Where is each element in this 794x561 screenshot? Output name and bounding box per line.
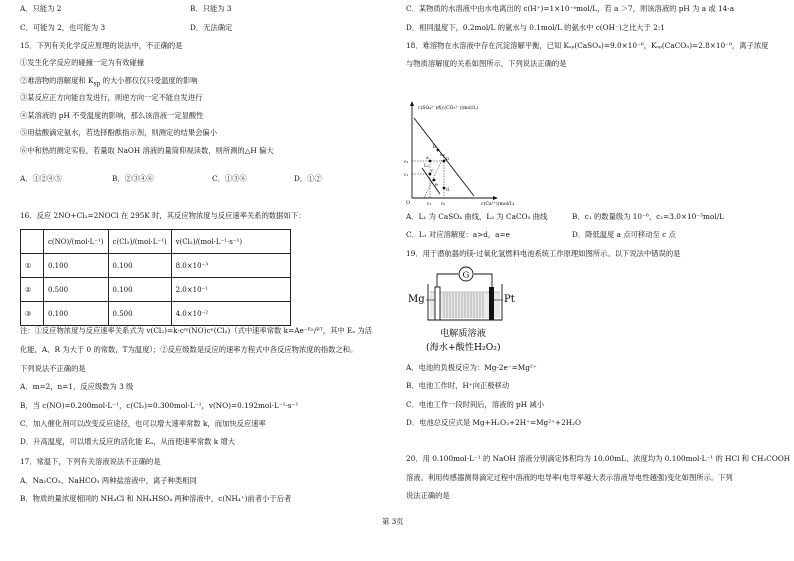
q15-option-d: D．①②: [294, 174, 322, 183]
table-cell: ③: [21, 302, 44, 326]
table-header-row: [21, 230, 291, 254]
q16-option-b: B．当 c(NO)=0.200mol·L⁻¹，c(Cl₂)=0.300mol·L⁻¹，v(NO)=0.192mol·L⁻¹·s⁻¹: [20, 401, 299, 410]
table-cell: 0.500: [108, 302, 171, 326]
y-tick-c2: c₂: [404, 160, 409, 165]
x-tick-c2: c₂: [441, 202, 446, 207]
rate-data-table: [20, 229, 291, 326]
q18-option-c: C．L₁ 对应溶解度：a>d，a=e: [406, 230, 510, 239]
mg-electrode-label: Mg: [408, 294, 425, 305]
mg-electrode: [435, 287, 440, 320]
q17-option-b: B．物质的量浓度相同的 NH₄Cl 和 NH₄HSO₄ 两种溶液中，c(NH₄⁺)前者小于后者: [20, 494, 292, 503]
q16-option-a: A．m=2，n=1，反应级数为 3 级: [20, 382, 134, 391]
table-cell: 0.500: [44, 278, 109, 302]
table-header-cell: c(NO)/(mol·L⁻¹): [44, 230, 109, 254]
q20-line1: 20．用 0.100mol·L⁻¹ 的 NaOH 溶液分别滴定体积均为 10.00mL、浓度均为 0.100mol·L⁻¹ 的 HCl 和 CH₃COOH: [406, 454, 791, 463]
page-number: 第 3页: [382, 517, 404, 526]
solubility-graph: [400, 98, 530, 210]
q18-stem-line1: 18．难溶物在水溶液中存在沉淀溶解平衡，已知 Kₛₚ(CaSO₄)=9.0×10⁻⁶，Kₛₚ(CaCO₃)=2.8×10⁻⁹，离子浓度: [406, 41, 769, 50]
q15-item-6: ⑥中和热的测定实验，若量取 NaOH 溶液的量筒仰视读数，则所测的△H 偏大: [20, 146, 274, 155]
table-cell: 4.0×10⁻²: [171, 302, 290, 326]
q19-option-c: C．电池工作一段时间后，溶液的 pH 减小: [406, 400, 545, 409]
q19-option-d: D．电池总反应式是 Mg+H₂O₂+2H⁺=Mg²⁺+2H₂O: [406, 418, 582, 427]
q20-line3: 说法正确的是: [406, 491, 450, 500]
wire-right: [474, 274, 492, 287]
table-row: [21, 302, 291, 326]
q17-option-c: C．某物质的水溶液中由水电离出的 c(H⁺)=1×10⁻ᵃmol/L，若 a ＞7，则该溶液的 pH 为 a 或 14-a: [406, 4, 735, 13]
point-label-c: c: [431, 169, 434, 174]
table-cell: 0.100: [44, 254, 109, 278]
table-cell: 2.0×10⁻¹: [171, 278, 290, 302]
point-label-p: p: [446, 157, 449, 162]
q16-ask: 下列说法不正确的是: [20, 364, 86, 373]
table-cell: 0.100: [44, 302, 109, 326]
q15-option-b: B．②③④⑥: [112, 174, 154, 183]
point-d-marker: [443, 187, 446, 190]
q15-item-4: ④某溶液的 pH 不受温度的影响，那么该溶液一定显酸性: [20, 111, 204, 120]
q15-option-a: A．①②④⑤: [20, 174, 62, 183]
point-e-marker: [433, 179, 436, 182]
q17-stem: 17．常温下，下列有关溶液说法不正确的是: [20, 457, 161, 466]
point-label-e: e: [435, 183, 438, 188]
point-label-d: d: [446, 188, 449, 193]
q19-stem: 19．用于潜航器的镁-过氧化氢燃料电池系统工作原理如图所示。以下说法中错误的是: [406, 249, 681, 258]
point-b-marker: [437, 149, 440, 152]
battery-diagram: [404, 262, 540, 354]
electrolyte-composition: (海水+酸性H₂O₂): [426, 342, 501, 353]
q18-option-b: B．c₁ 的数量级为 10⁻⁶，c₂=3.0×10⁻³mol/L: [572, 212, 725, 221]
pt-electrode: [489, 287, 494, 320]
point-p-marker: [443, 160, 446, 163]
point-label-b: b: [433, 145, 436, 150]
q14-option-c: C．可能为 2，也可能为 3: [20, 23, 106, 32]
q15-item-3: ③某反应正方向能自发进行，则逆方向一定不能自发进行: [20, 93, 203, 102]
table-row: [21, 254, 291, 278]
q18-option-d: D．降低温度 a 点可移动至 c 点: [572, 230, 676, 239]
q14-option-d: D．无法确定: [190, 23, 233, 32]
table-header-cell: v(Cl₂)/(mol·L⁻¹·s⁻¹): [171, 230, 290, 254]
q15-item-1: ①发生化学反应的碰撞一定为有效碰撞: [20, 58, 145, 67]
q20-line2: 溶液。利用传感器测得滴定过程中溶液的电导率(电导率越大表示溶液导电性越强)变化如图所示。下列: [406, 473, 733, 482]
table-cell: 8.0×10⁻³: [171, 254, 290, 278]
x-axis-label: c(Ca²⁺)(mol/L): [481, 202, 515, 207]
q16-note-line2: 化能，A、R 为大于 0 的常数，T为温度）；②反应级数是反应的速率方程式中各反应物浓度的指数之和。: [20, 345, 358, 354]
x-tick-c1: c₁: [427, 202, 432, 207]
y-axis-label: c(SO₄²⁻)或c(CO₃²⁻)(mol/L): [418, 106, 479, 111]
q15-item-5: ⑤用盐酸滴定氨水，若选择酚酞指示剂，则测定的结果会偏小: [20, 128, 218, 137]
table-row: [21, 278, 291, 302]
q17-option-d: D．相同温度下，0.2mol/L 的氨水与 0.1mol/L 的氨水中 c(OH⁻)之比大于 2:1: [406, 23, 665, 32]
q17-option-a: A．Na₂CO₃、NaHCO₃ 两种盐溶液中，离子种类相同: [20, 476, 197, 485]
curve-label-l2: L₂: [424, 164, 429, 169]
curve-label-l1: L₁: [440, 153, 445, 158]
q14-option-a: A．只能为 2: [20, 4, 62, 13]
table-cell: 0.100: [108, 278, 171, 302]
pt-electrode-label: Pt: [504, 294, 515, 305]
q19-option-a: A．电池的负极反应为：Mg-2e⁻=Mg²⁺: [406, 363, 537, 372]
origin-label: O: [406, 200, 411, 206]
point-a-marker: [429, 160, 432, 163]
q14-option-b: B．只能为 3: [190, 4, 232, 13]
y-axis-arrow: [410, 101, 414, 106]
q15-item-2: ②难溶物的溶解度和 $K_{sp}$ 的大小都仅仅只受温度的影响: [20, 76, 198, 88]
wire-left: [437, 274, 458, 287]
x-axis-arrow: [493, 196, 498, 200]
table-header-cell: [21, 230, 44, 254]
q16-note-line1: 注：①反应物浓度与反应速率关系式为 v(Cl₂)=k·cᵐ(NO)cⁿ(Cl₂)（式中速率常数 k=Ae⁻ᴱᵃ/ᴿᵀ，其中 Eₐ 为活: [20, 326, 373, 335]
table-cell: 0.100: [108, 254, 171, 278]
q15-option-c: C．①③⑥: [212, 174, 247, 183]
q16-option-d: D．升高温度，可以增大反应的活化能 Eₐ，从而使速率常数 k 增大: [20, 437, 236, 446]
galvanometer-label: G: [462, 270, 470, 281]
table-header-cell: c(Cl₂)/(mol·L⁻¹): [108, 230, 171, 254]
q18-option-a: A．L₁ 为 CaSO₄ 曲线，L₂ 为 CaCO₃ 曲线: [406, 212, 548, 221]
y-tick-c1: c₁: [404, 173, 409, 178]
q16-stem: 16．反应 2NO+Cl₂=2NOCl 在 295K 时，其反应物浓度与反应速率关系的数据如下：: [20, 211, 306, 220]
electrolyte-caption: 电解质溶液: [440, 328, 486, 339]
point-label-a: a: [426, 156, 429, 161]
q15-stem: 15．下列有关化学反应原理的说法中，不正确的是: [20, 41, 183, 50]
q18-stem-line2: 与物质溶解度的关系如图所示，下列说法正确的是: [406, 59, 567, 68]
table-cell: ①: [21, 254, 44, 278]
q16-option-c: C．加入催化剂可以改变反应途径，也可以增大速率常数 k，而加快反应速率: [20, 419, 266, 428]
q19-option-b: B．电池工作时，H⁺向正极移动: [406, 381, 510, 390]
table-cell: ②: [21, 278, 44, 302]
